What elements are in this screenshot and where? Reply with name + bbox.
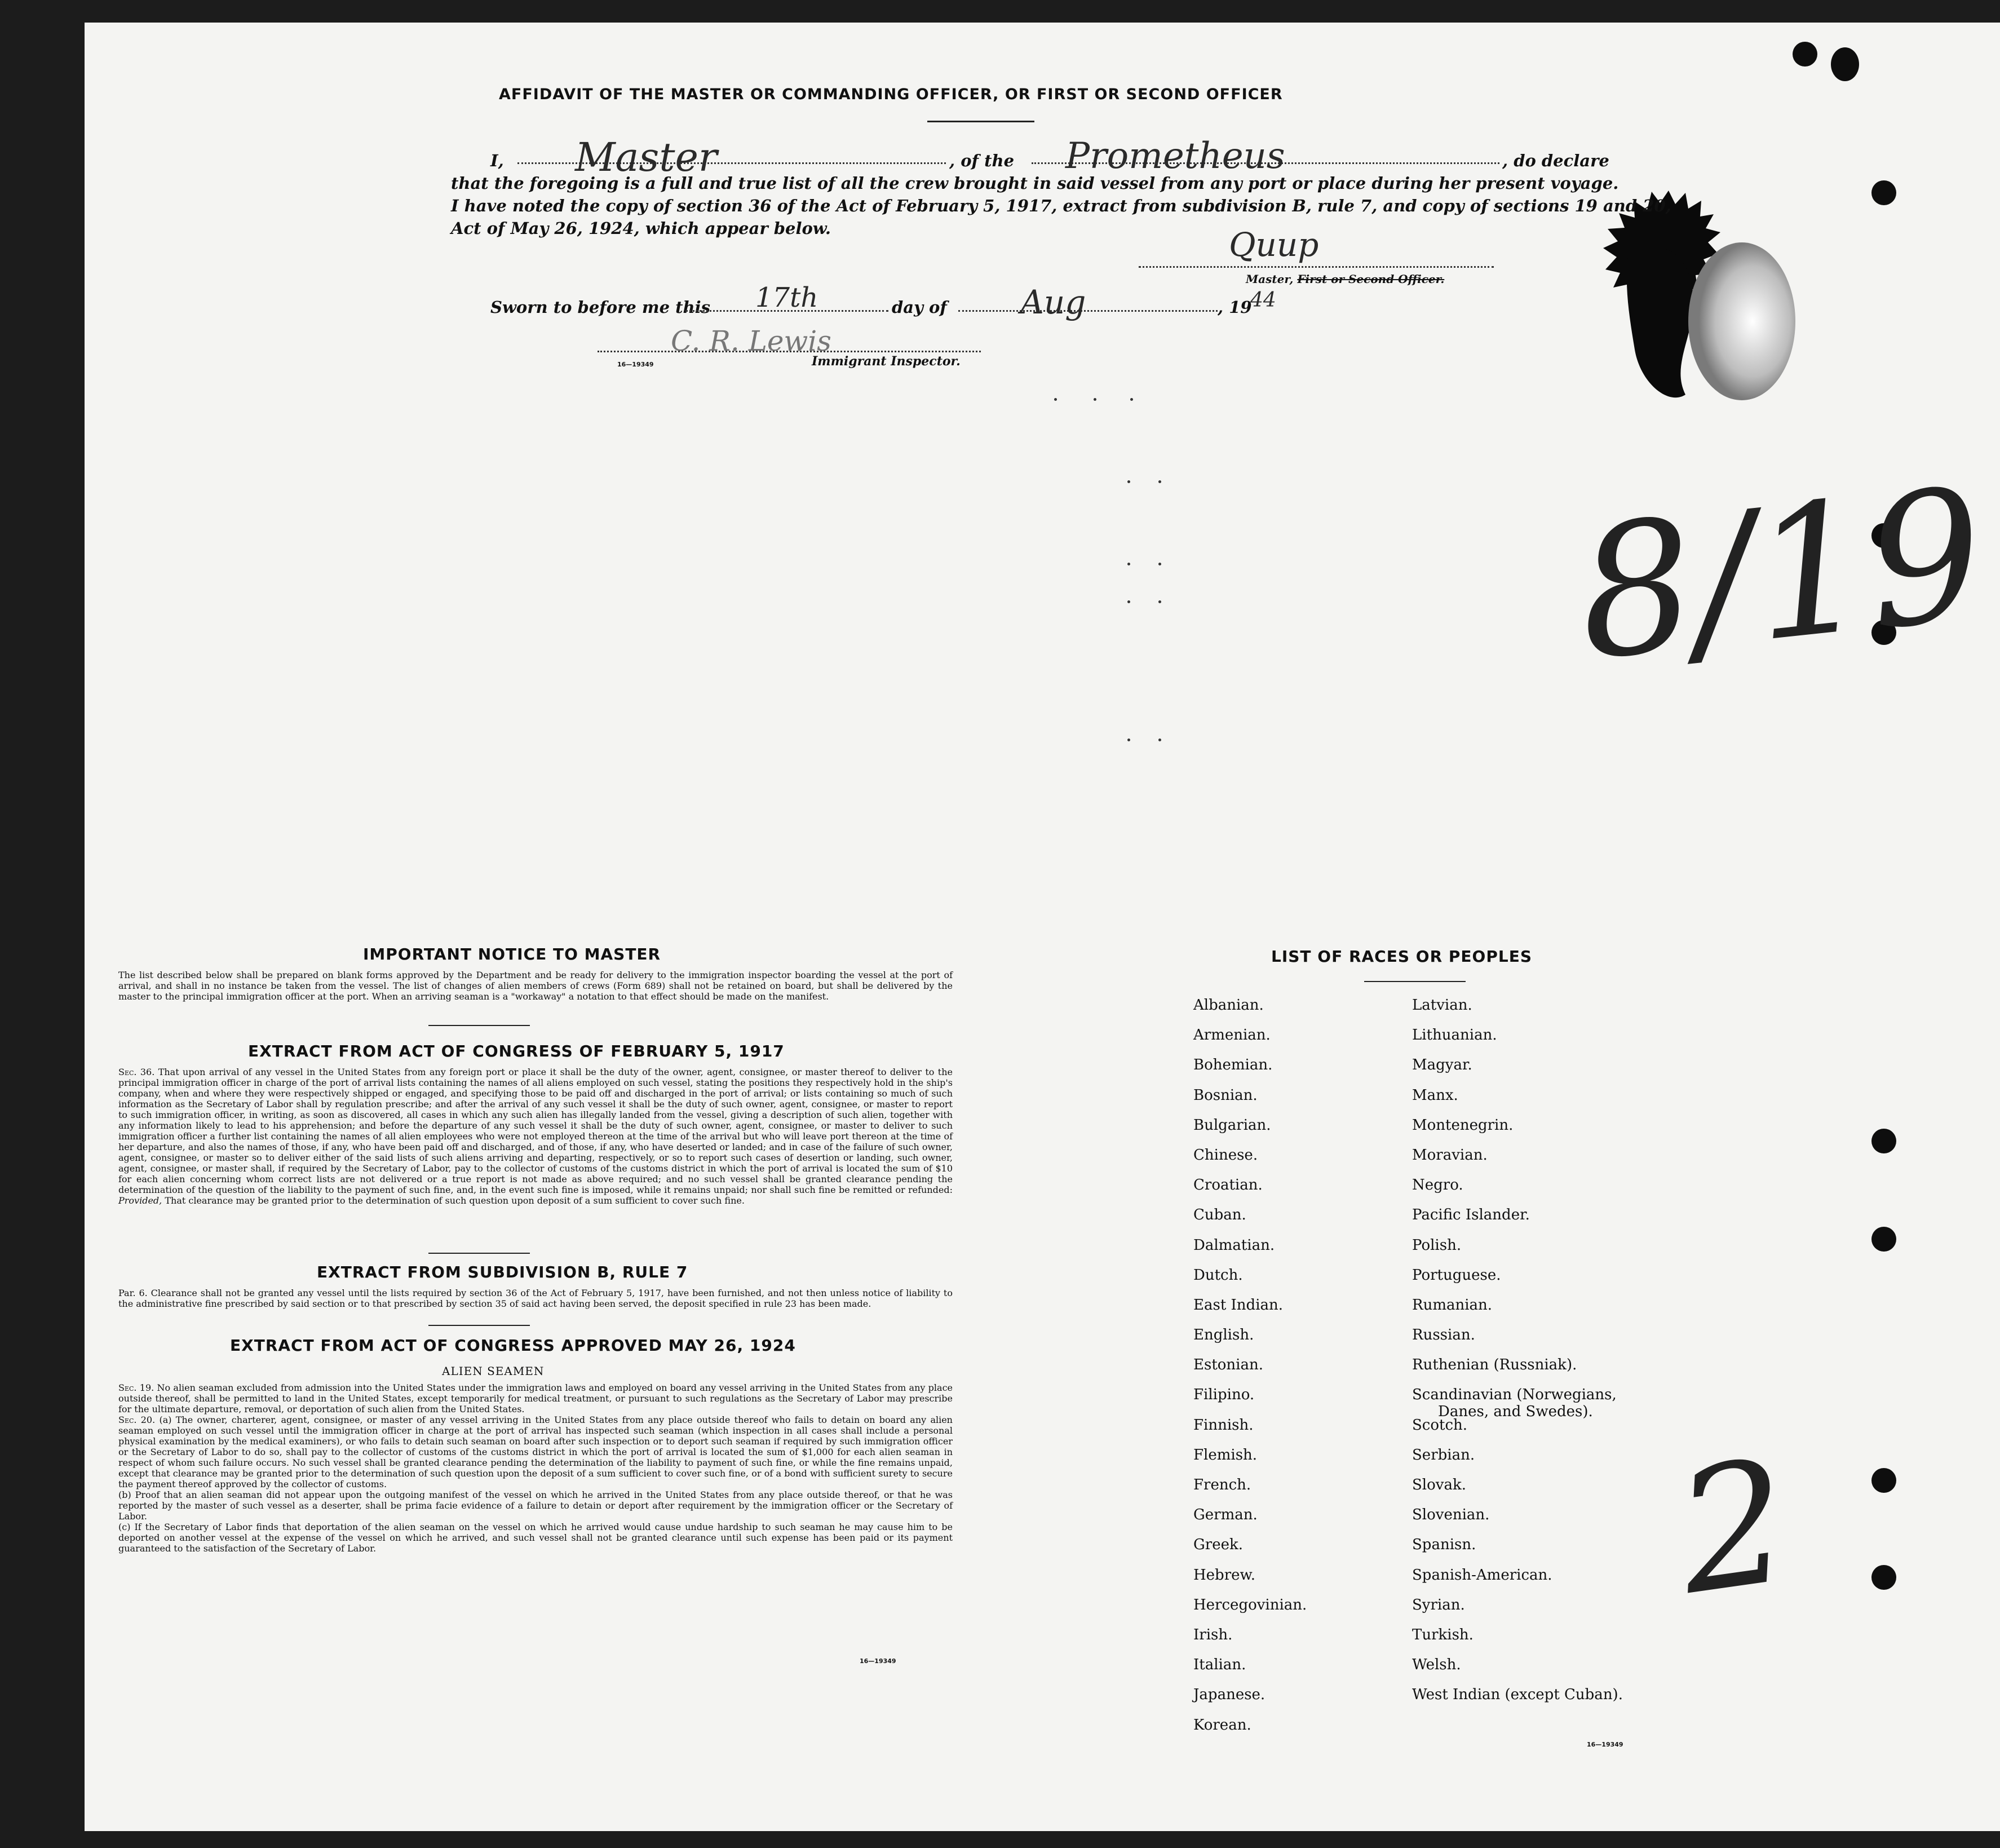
affidavit-line1-i: I, [490,151,504,170]
race-item: English. [1193,1327,1254,1344]
form-code-top: 16—19349 [617,361,654,368]
race-item: Finnish. [1193,1416,1254,1434]
binder-hole [1793,42,1817,67]
race-item: Manx. [1412,1086,1458,1104]
stray-mark [1054,398,1057,401]
master-label: Master, [1246,272,1294,286]
form-code-bottom-left: 16—19349 [860,1657,896,1665]
sec-20c-paragraph: (c) If the Secretary of Labor finds that deportation of the alien seaman on the vessel on which he arrived would cause undue hardship to such seaman he may cause him to be deported on another vessel at the expense of the vessel on which he arrived, and such vessel shall not be granted clearance until such expense has been paid or its payment guaranteed to the satisfaction of the Secretary of Labor. [118,1522,953,1554]
sworn-month-handwritten: Aug [1020,283,1086,321]
race-item: Irish. [1193,1626,1233,1643]
race-item: Albanian. [1193,997,1264,1014]
inspector-label: Immigrant Inspector. [812,354,961,369]
section-divider [428,1025,530,1026]
binder-hole [1871,1565,1896,1590]
race-item: Magyar. [1412,1056,1472,1074]
extract-1917-title: EXTRACT FROM ACT OF CONGRESS OF FEBRUARY 5, 1917 [248,1042,785,1060]
race-item: Chinese. [1193,1146,1258,1164]
race-item: Armenian. [1193,1027,1271,1044]
stray-mark [1127,563,1130,565]
month-field-line [958,310,1218,312]
race-item: Syrian. [1412,1596,1465,1613]
race-item: Croatian. [1193,1177,1263,1194]
sec-20a-paragraph [118,1414,953,1489]
race-item: Bosnian. [1193,1086,1258,1104]
year-prefix: , 19 [1218,298,1252,317]
race-item: Hebrew. [1193,1566,1255,1584]
sworn-label: Sworn to before me this [490,298,710,317]
races-right-column [1412,997,1694,1717]
affidavit-line3: I have noted the copy of section 36 of the Act of February 5, 1917, extract from subdivision B, rule 7, and copy of sections 19 and 20, [451,196,1671,215]
race-item: Spanisn. [1412,1536,1476,1554]
notice-text: The list described below shall be prepared on blank forms approved by the Department and be ready for delivery to the immigration inspector boarding the vessel at the port of arrival, and shall in no instance be taken from the vessel. The list of changes of alien members of crews (Form 689) shall not be retained on board, but shall be delivered by the master to the principal immigration officer at the port. When an arriving seaman is a "workaway" a notation to that effect should be made on the manifest. [118,970,953,1002]
race-item: Latvian. [1412,997,1472,1014]
race-item: French. [1193,1476,1251,1493]
races-title: LIST OF RACES OR PEOPLES [1271,947,1532,966]
race-item: Bulgarian. [1193,1116,1271,1134]
affidavit-line2: that the foregoing is a full and true list of all the crew brought in said vessel from any port or place during her present voyage. [451,174,1619,193]
sec-19-paragraph [118,1382,953,1414]
stray-mark [1158,563,1161,565]
scan-border-left [0,0,85,1848]
race-item: Scotch. [1412,1416,1468,1434]
stray-mark [1094,398,1096,401]
binder-hole [1871,180,1896,205]
race-item: Cuban. [1193,1206,1246,1224]
race-item-continued: Danes, and Swedes). [1438,1403,1593,1421]
stray-mark [1158,600,1161,603]
stray-mark [1127,739,1130,741]
extract-1924-text [118,1382,953,1554]
document-page [85,23,2000,1831]
race-item: Italian. [1193,1656,1246,1674]
race-item: Scandinavian (Norwegians, [1412,1386,1617,1404]
sheet-number-annotation: 2 [1666,1422,1801,1633]
struck-officer-label: First or Second Officer. [1297,272,1445,286]
do-declare-label: , do declare [1502,151,1609,170]
inspector-signature: C. R. Lewis [671,325,831,357]
sec-20-label: Sec. 20. [118,1414,156,1425]
rule-7-title: EXTRACT FROM SUBDIVISION B, RULE 7 [317,1263,688,1281]
race-item: Turkish. [1412,1626,1474,1643]
binder-hole [1831,47,1859,81]
sec-20a-body: (a) The owner, charterer, agent, consignee, or master of any vessel arriving in the United States from any place outside thereof who fails to detain on board any alien seaman employed on such vessel until the immigration officer in charge at the port of arrival has inspected such seaman (which inspection in all cases shall include a personal physical examination by the medical examiners), or who fails to detain such seaman on board after such inspection or to deport such seaman if required by such immigration officer or the Secretary of Labor to do so, shall pay to the collector of customs of the customs district in which the port of arrival is located the sum of $1,000 for each alien seaman in respect of whom such failure occurs. No such vessel shall be granted clearance pending the determination of the liability to payment of such fine, or while the fine remains unpaid, except that clearance may be granted prior to the determination of such question upon the deposit of a sum sufficient to cover such fine, or of a bond with sufficient surety to secure the payment thereof approved by the collector of customs. [118,1414,953,1489]
sec-36-label: Sec. 36. [118,1067,155,1077]
race-item: Estonian. [1193,1356,1263,1374]
race-item: Moravian. [1412,1146,1488,1164]
rule-7-text: Par. 6. Clearance shall not be granted any vessel until the lists required by section 36 of the Act of February 5, 1917, have been furnished, and not then unless notice of liability to the administrative fine prescribed by said section or to that prescribed by section 35 of said act having been served, the deposit specified in rule 23 has been made. [118,1288,953,1309]
stray-mark [1127,600,1130,603]
signature-line [1139,266,1494,268]
stray-mark [1127,480,1130,483]
stray-mark [1158,739,1161,741]
alien-seamen-subtitle: ALIEN SEAMEN [442,1364,545,1378]
binder-hole [1871,1227,1896,1252]
race-item-scandinavian [1412,1386,1694,1421]
scan-border-top [0,0,2000,23]
inspector-line [598,351,981,352]
stray-mark [1158,480,1161,483]
race-item: Serbian. [1412,1446,1475,1464]
sec-19-label: Sec. 19. [118,1382,154,1393]
sworn-day-handwritten: 17th [755,282,818,313]
race-item: Ruthenian (Russniak). [1412,1356,1577,1374]
section-divider [428,1253,530,1254]
affidavit-title: AFFIDAVIT OF THE MASTER OR COMMANDING OFFICER, OR FIRST OR SECOND OFFICER [499,86,1283,103]
race-item: Slovenian. [1412,1506,1490,1524]
page-number-annotation: 8/19 [1568,449,1994,701]
provided-label: Provided, [118,1195,162,1206]
sec-19-body: No alien seaman excluded from admission into the United States under the immigration laws and employed on board any vessel arriving in the United States from any place outside thereof, shall be permitted to land in the United States, except temporarily for medical treatment, or pursuant to such regulations as the Secretary of Labor may prescribe for the ultimate departure, removal, or deportation of such alien from the United States. [118,1382,953,1414]
extract-1917-text [118,1067,953,1206]
race-item: Korean. [1193,1716,1251,1734]
master-signature: Quup [1229,226,1319,264]
race-item: Rumanian. [1412,1296,1493,1314]
extract-1924-title: EXTRACT FROM ACT OF CONGRESS APPROVED MAY 26, 1924 [230,1336,796,1355]
sec-36-body: That upon arrival of any vessel in the United States from any foreign port or place it shall be the duty of the owner, agent, consignee, or master thereof to deliver to the principal immigration officer in charge of the port of arrival lists containing the names of all aliens employed on such vessel, stating the positions they respectively hold in the ship's company, when and where they were respectively shipped or engaged, and specifying those to be paid off and discharged in the port of arrival; or lists containing so much of such information as the Secretary of Labor shall by regulation prescribe; and after the arrival of any such vessel it shall be the duty of such owner, agent, consignee, or master to report to such immigration officer, in writing, as soon as discovered, all cases in which any such alien has illegally landed from the vessel, giving a description of such alien, together with any information likely to lead to his apprehension; and before the departure of any such vessel it shall be the duty of such owner, agent, consignee, or master to deliver to such immigration officer a further list containing the names of all alien employees who were not employed thereon at the time of the arrival but who will leave port thereon at the time of her departure, and also the names of those, if any, who have been paid off and discharged, and of those, if any, who have deserted or landed; and in case of the failure of such owner, agent, consignee, or master so to deliver either of the said lists of such aliens arriving and departing, respectively, or so to report such cases of desertion or landing, such owner, agent, consignee, or master shall, if required by the Secretary of Labor, pay to the collector of customs of the customs district in which the port of arrival is located the sum of $10 for each alien concerning whom correct lists are not delivered or a true report is not made as above required; and no such vessel shall be granted clearance pending the determination of the question of the liability to the payment of such fine, and, in the event such fine is imposed, while it remains unpaid; nor shall such fine be remitted or refunded: [118,1067,953,1195]
race-item: Dalmatian. [1193,1236,1275,1254]
race-item: Greek. [1193,1536,1243,1554]
year-suffix-handwritten: 44 [1250,289,1276,312]
day-of-label: day of [892,298,947,317]
binder-hole [1871,1129,1896,1153]
scan-border-bottom [0,1831,2000,1848]
race-item: Dutch. [1193,1266,1243,1284]
affidavit-line4: Act of May 26, 1924, which appear below. [451,219,831,238]
of-the-label: , of the [949,151,1015,170]
race-item: Bohemian. [1193,1056,1273,1074]
form-code-bottom-right: 16—19349 [1587,1741,1623,1748]
vessel-name-handwritten: Prometheus [1065,135,1285,177]
race-item: Welsh. [1412,1656,1461,1674]
race-item: Flemish. [1193,1446,1258,1464]
race-item: Montenegrin. [1412,1116,1514,1134]
race-item: Negro. [1412,1177,1463,1194]
sec-20b-paragraph: (b) Proof that an alien seaman did not appear upon the outgoing manifest of the vessel on which he arrived in the United States from any place outside thereof, or that he was reported by the master of such vessel as a deserter, shall be prima facie evidence of a failure to detain or deport after requirement by the immigration officer or the Secretary of Labor. [118,1489,953,1522]
race-item: Hercegovinian. [1193,1596,1307,1613]
race-item: Spanish-American. [1412,1566,1552,1584]
race-item: West Indian (except Cuban). [1412,1686,1623,1704]
race-item: German. [1193,1506,1258,1524]
race-item: Polish. [1412,1236,1462,1254]
title-underline [927,121,1034,122]
race-item: Portuguese. [1412,1266,1501,1284]
race-item: Lithuanian. [1412,1027,1497,1044]
race-item: Filipino. [1193,1386,1255,1404]
race-item: Pacific Islander. [1412,1206,1530,1224]
race-item: Russian. [1412,1327,1475,1344]
races-title-underline [1364,981,1466,982]
master-handwritten: Master [575,134,718,180]
race-item: East Indian. [1193,1296,1284,1314]
section-divider [428,1325,530,1326]
notice-title: IMPORTANT NOTICE TO MASTER [363,945,661,963]
notary-seal-icon [1573,180,1832,440]
binder-hole [1871,1468,1896,1493]
signer-title [1246,272,1444,286]
race-item: Slovak. [1412,1476,1466,1493]
race-item: Japanese. [1193,1686,1266,1704]
proviso-body: That clearance may be granted prior to the determination of such question upon deposit of a sum sufficient to cover such fine. [165,1195,745,1206]
stray-mark [1130,398,1133,401]
